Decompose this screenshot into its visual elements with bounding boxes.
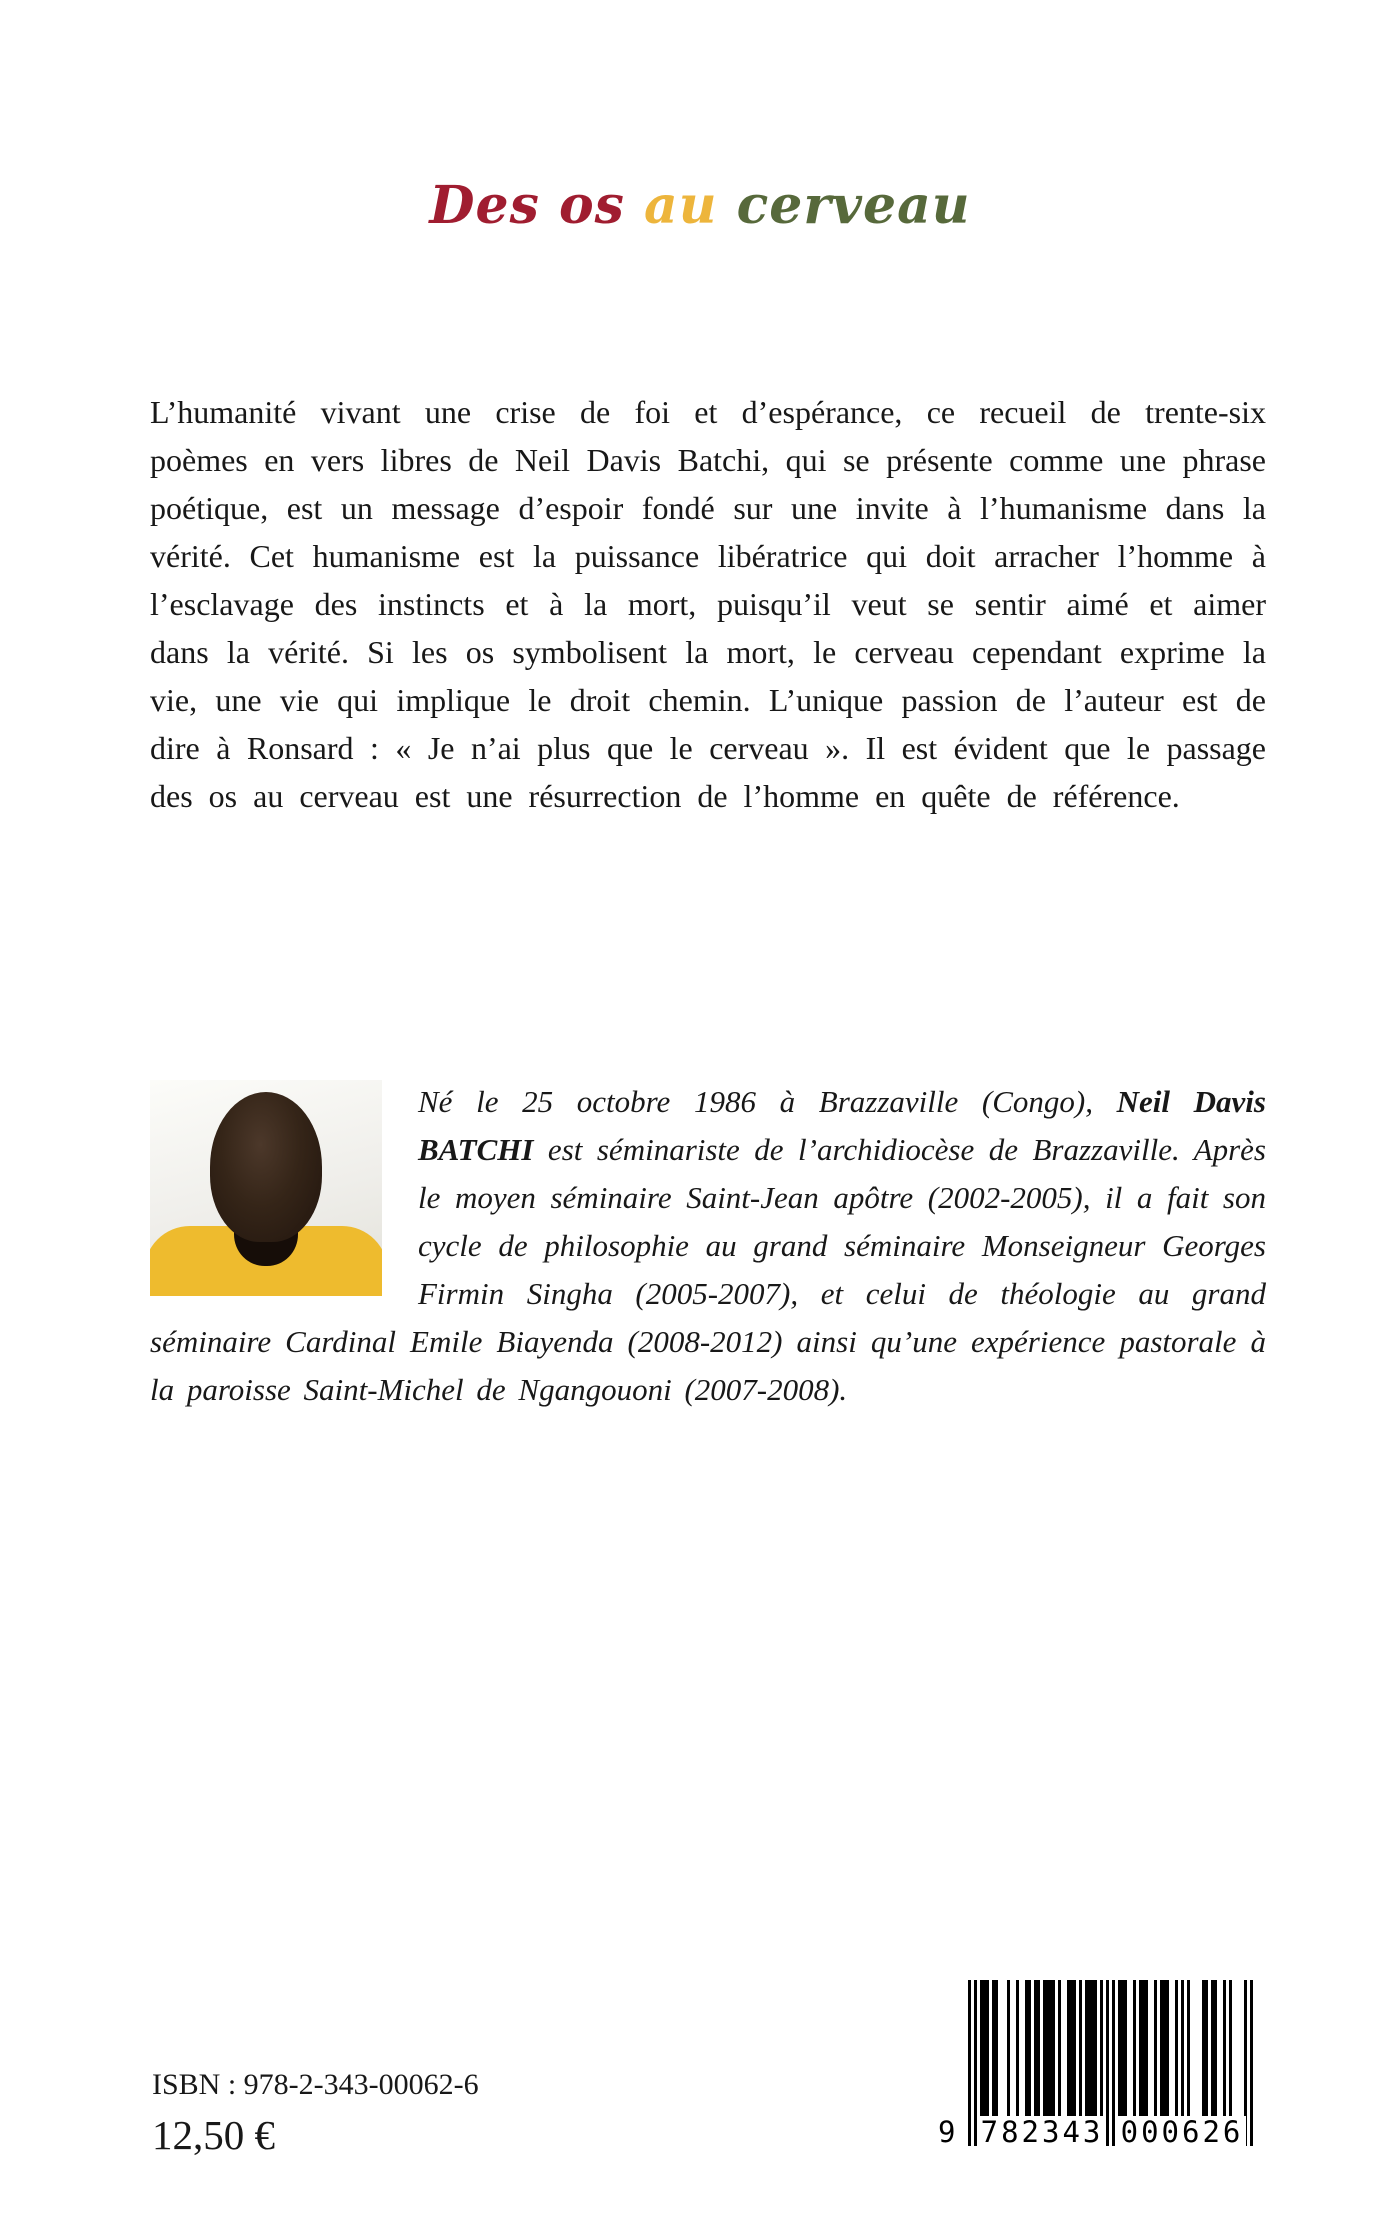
author-photo: [150, 1080, 382, 1296]
barcode-digit-lead: 9: [938, 2115, 959, 2149]
synopsis-text: L’humanité vivant une crise de foi et d’espérance, ce recueil de trente-six poèmes en vers libres de Neil Davis Batchi, qui se présente comme une phrase poétique, est un message d’espoir fondé sur une invite à l’humanisme dans la vérité. Cet humanisme est la puissance libératrice qui doit arracher l’homme à l’esclavage des instincts et à la mort, puisqu’il veut se sentir aimé et aimer dans la vérité. Si les os symbolisent la mort, le cerveau cependant exprime la vie, une vie qui implique le droit chemin. L’unique passion de l’auteur est de dire à Ronsard : « Je n’ai plus que le cerveau ». Il est évident que le passage des os au cerveau est une résurrection de l’homme en quête de référence.: [150, 394, 1266, 814]
isbn-text: ISBN : 978-2-343-00062-6: [152, 2068, 479, 2101]
title-part-des-os: Des os: [429, 175, 645, 236]
photo-head: [210, 1092, 322, 1242]
barcode-digits-right: 000626: [1118, 2116, 1246, 2148]
barcode: [938, 1980, 1253, 2152]
bio-text-after-name: est séminariste de l’archidiocèse de Brazzaville. Après le moyen séminaire Saint-Jean apôtre (2002-2005), il a fait son cycle de philosophie au grand séminaire Monseigneur Georges Firmin Singha (2005-2007), et celui de théologie au grand séminaire Cardinal Emile Biayenda (2008-2012) ainsi qu’une expérience pastorale à la paroisse Saint-Michel de Ngangouoni (2007-2008).: [150, 1132, 1266, 1407]
author-bio: [150, 1078, 1266, 1414]
barcode-digits-left: 782343: [978, 2116, 1106, 2148]
bio-text-before-name: Né le 25 octobre 1986 à Brazzaville (Congo),: [418, 1084, 1117, 1119]
title-part-cerveau: cerveau: [717, 175, 971, 236]
author-name: Neil Davis BATCHI: [418, 1084, 1266, 1167]
price-text: 12,50 €: [152, 2112, 275, 2158]
title-part-au: au: [644, 175, 718, 236]
book-title: [0, 175, 1400, 236]
